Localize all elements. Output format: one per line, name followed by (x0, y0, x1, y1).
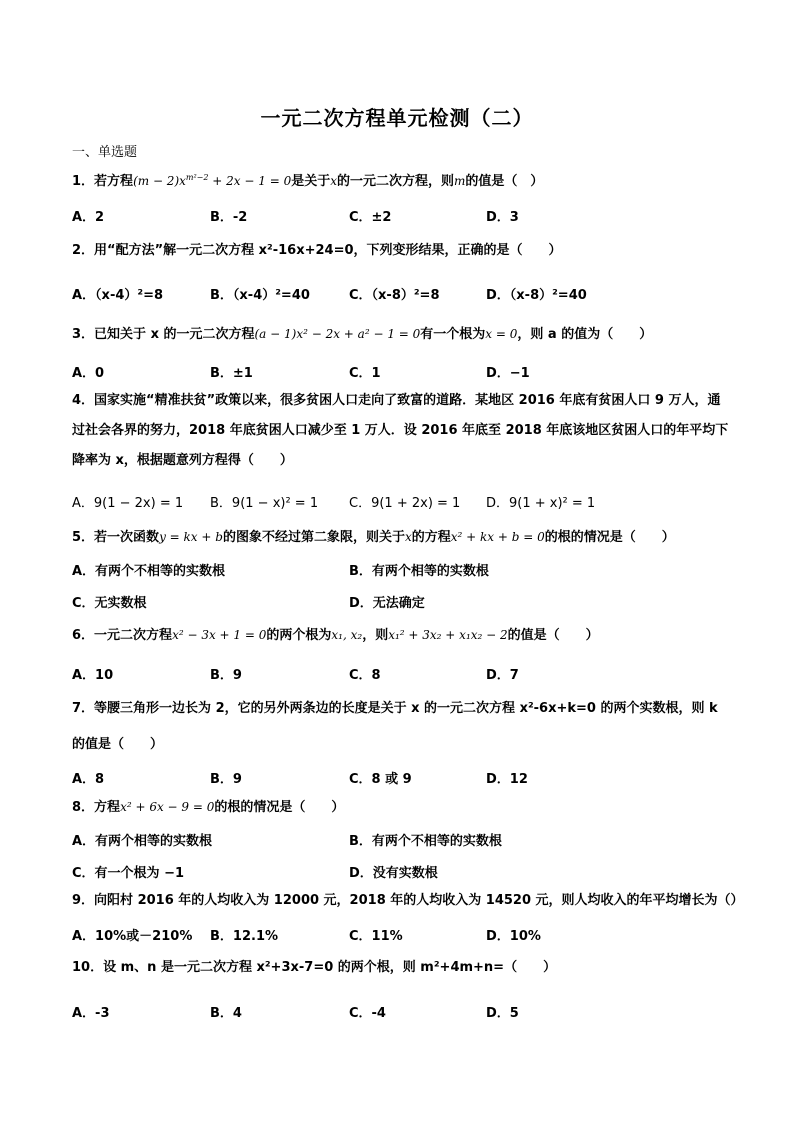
math-expression: x₁, x₂ (331, 628, 363, 642)
question-text: 若一次函数 (94, 530, 160, 545)
question-text: 等腰三角形一边长为 2，它的另外两条边的长度是关于 x 的一元二次方程 x²-6x+k=0 的两个实数根，则 k (94, 701, 718, 716)
math-expression: x (404, 530, 412, 544)
question-text: 的根的情况是（ ） (544, 530, 675, 545)
option-b[interactable]: B．9 (210, 772, 242, 787)
question-text: 已知关于 x 的一元二次方程 (94, 327, 255, 342)
math-expression: $(m - 2)x^{m^2-2} + 2x - 1 = 0$ (133, 173, 292, 188)
option-d[interactable]: D．5 (486, 1006, 519, 1021)
options-row (72, 284, 732, 302)
option-b[interactable]: B．12.1% (210, 929, 279, 944)
question-7 (72, 701, 718, 717)
question-4 (72, 386, 732, 476)
math-expression: x₁² + 3x₂ + x₁x₂ − 2 (388, 628, 508, 642)
option-c[interactable]: C．无实数根 (72, 596, 147, 611)
question-number: 3． (72, 327, 95, 342)
math-expression: x² − 3x + 1 = 0 (172, 628, 267, 642)
options-row (72, 830, 732, 848)
question-6 (72, 627, 599, 644)
option-d[interactable]: D．（x-8）²=40 (486, 288, 587, 303)
question-text: 有一个根为 (420, 327, 486, 342)
options-row (72, 768, 732, 786)
option-c[interactable]: C．8 或 9 (349, 772, 412, 787)
math-expression: m (454, 174, 466, 188)
option-d[interactable]: D．9(1 + x)² = 1 (486, 496, 596, 511)
math-expression: x² + 6x − 9 = 0 (120, 800, 215, 814)
option-b[interactable]: B．-2 (210, 210, 248, 225)
option-b[interactable]: B．9 (210, 668, 242, 683)
question-text: 方程 (94, 800, 121, 815)
option-b[interactable]: B．（x-4）²=40 (210, 288, 310, 303)
option-d[interactable]: D．7 (486, 668, 519, 683)
options-row (72, 492, 732, 510)
question-number: 7． (72, 701, 95, 716)
option-a[interactable]: A．有两个不相等的实数根 (72, 564, 226, 579)
question-number: 2． (72, 243, 95, 258)
question-2 (72, 243, 562, 259)
option-c[interactable]: C．有一个根为 −1 (72, 866, 185, 881)
question-text: 的两个根为 (266, 628, 332, 643)
option-b[interactable]: B．9(1 − x)² = 1 (210, 496, 319, 511)
question-number: 8． (72, 800, 95, 815)
page-title: 一元二次方程单元检测（二） (260, 106, 534, 130)
option-b[interactable]: B．4 (210, 1006, 242, 1021)
question-number: 5． (72, 530, 95, 545)
question-text: ，则 a 的值为（ ） (517, 327, 653, 342)
math-expression: x = 0 (485, 327, 518, 341)
question-text: 国家实施“精准扶贫”政策以来，很多贫困人口走向了致富的道路．某地区 2016 年底有贫困人口 9 万人，通过社会各界的努力，2018 年底贫困人口减少至 1 万人．设 2016 年底至 2018 年底该地区贫困人口的年平均下降率为 x，根据题意列方程得（ ） (72, 393, 729, 468)
option-c[interactable]: C．8 (349, 668, 381, 683)
question-text: 一元二次方程 (94, 628, 173, 643)
options-row (72, 1002, 732, 1020)
option-d[interactable]: D．−1 (486, 366, 530, 381)
question-text: 是关于 (291, 174, 331, 189)
question-text: 向阳村 2016 年的人均收入为 12000 元，2018 年的人均收入为 14520 元，则人均收入的年平均增长为（） (94, 893, 744, 908)
option-d[interactable]: D．3 (486, 210, 519, 225)
option-c[interactable]: C．±2 (349, 210, 392, 225)
question-5 (72, 529, 675, 546)
option-a[interactable]: A．（x-4）²=8 (72, 288, 164, 303)
question-3 (72, 326, 652, 343)
section-heading: 一、单选题 (72, 145, 138, 160)
option-b[interactable]: B．有两个相等的实数根 (349, 564, 489, 579)
question-text: 设 m、n 是一元二次方程 x²+3x-7=0 的两个根，则 m²+4m+n=（ ） (103, 960, 557, 975)
question-text: 的图象不经过第二象限，则关于 (222, 530, 405, 545)
question-number: 4． (72, 393, 95, 408)
math-expression: y = kx + b (159, 530, 223, 544)
option-d[interactable]: D．10% (486, 929, 541, 944)
question-number: 1． (72, 174, 95, 189)
option-d[interactable]: D．无法确定 (349, 596, 425, 611)
option-a[interactable]: A．有两个相等的实数根 (72, 834, 213, 849)
question-number: 6． (72, 628, 95, 643)
option-c[interactable]: C．1 (349, 366, 381, 381)
options-row (72, 664, 732, 682)
option-b[interactable]: B．±1 (210, 366, 253, 381)
options-row (72, 925, 732, 943)
option-d[interactable]: D．12 (486, 772, 528, 787)
question-7-continued (72, 737, 163, 753)
question-8 (72, 799, 344, 816)
options-row (72, 362, 732, 380)
question-text: 的值是（ ） (507, 628, 599, 643)
options-row (72, 862, 732, 880)
math-expression: (a − 1)x² − 2x + a² − 1 = 0 (254, 327, 421, 341)
option-a[interactable]: A．10%或－210% (72, 929, 193, 944)
option-a[interactable]: A．0 (72, 366, 105, 381)
option-d[interactable]: D．没有实数根 (349, 866, 438, 881)
question-text: 若方程 (94, 174, 134, 189)
question-text: 用“配方法”解一元二次方程 x²-16x+24=0，下列变形结果，正确的是（ ） (94, 243, 562, 258)
question-text: 的一元二次方程，则 (337, 174, 455, 189)
question-10 (72, 960, 556, 976)
option-c[interactable]: C．11% (349, 929, 403, 944)
math-expression: x² + kx + b = 0 (450, 530, 545, 544)
option-b[interactable]: B．有两个不相等的实数根 (349, 834, 502, 849)
options-row (72, 206, 732, 224)
option-a[interactable]: A．9(1 − 2x) = 1 (72, 496, 184, 511)
question-number: 10． (72, 960, 104, 975)
question-number: 9． (72, 893, 95, 908)
question-text: ，则 (362, 628, 389, 643)
question-1 (72, 170, 543, 190)
question-text: 的方程 (411, 530, 451, 545)
question-9 (72, 893, 744, 909)
option-c[interactable]: C．-4 (349, 1006, 386, 1021)
math-expression: x (330, 174, 338, 188)
options-row (72, 592, 732, 610)
option-c[interactable]: C．（x-8）²=8 (349, 288, 440, 303)
option-a[interactable]: A．-3 (72, 1006, 110, 1021)
question-text: 的值是（ ） (72, 737, 164, 752)
option-a[interactable]: A．10 (72, 668, 114, 683)
question-text: 的值是（ ） (465, 174, 544, 189)
question-text: 的根的情况是（ ） (214, 800, 345, 815)
option-c[interactable]: C．9(1 + 2x) = 1 (349, 496, 461, 511)
options-row (72, 560, 732, 578)
option-a[interactable]: A．2 (72, 210, 105, 225)
option-a[interactable]: A．8 (72, 772, 105, 787)
